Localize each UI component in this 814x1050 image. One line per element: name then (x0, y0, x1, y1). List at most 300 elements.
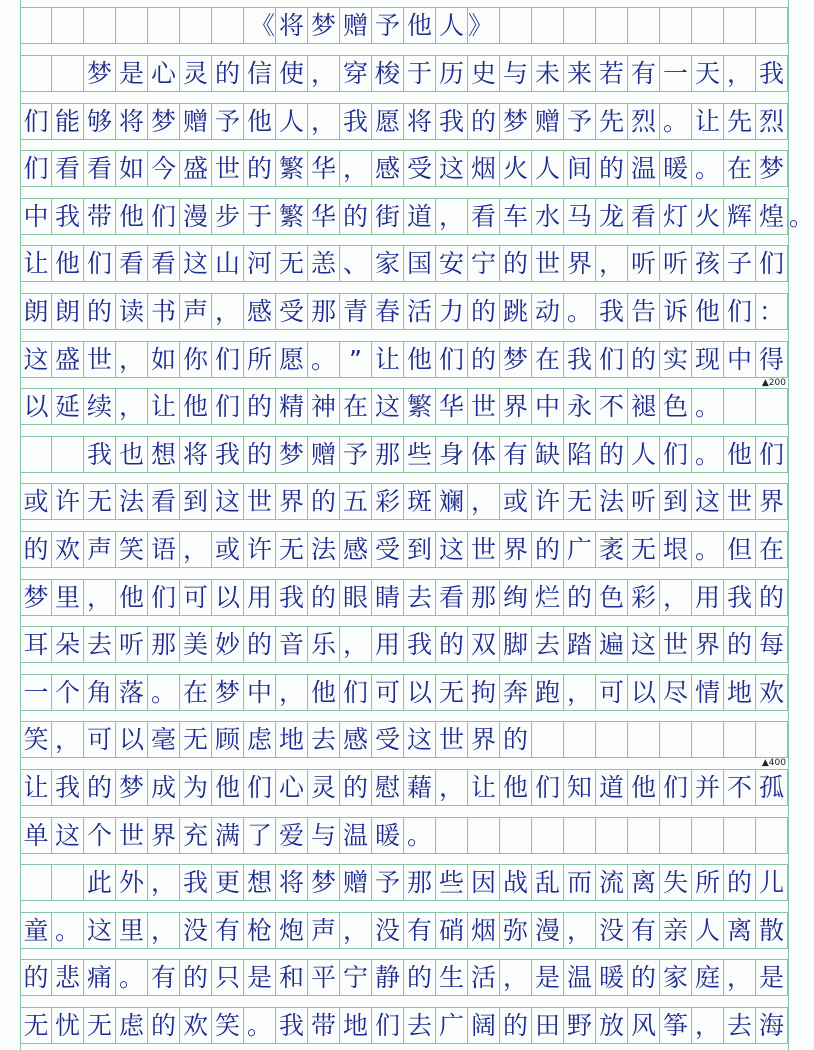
grid-cell-char: ， (436, 199, 468, 234)
grid-cell-char: 遍 (596, 627, 628, 662)
grid-cell-char: 让 (468, 770, 500, 805)
grid-cell-empty (660, 722, 692, 757)
grid-cell-char: 散 (756, 913, 788, 948)
grid-cell-char: 地 (340, 1008, 372, 1043)
grid-cell-char: 虑 (116, 1008, 148, 1043)
grid-cell-char: 梭 (372, 56, 404, 91)
grid-cell-char: 繁 (404, 389, 436, 424)
grid-cell-char: 所 (244, 342, 276, 377)
grid-cell-empty (52, 437, 84, 472)
grid-cell-char: 情 (692, 675, 724, 710)
grid-cell-char: 在 (724, 151, 756, 186)
grid-cell-char: 繁 (276, 151, 308, 186)
grid-cell-char: 马 (564, 199, 596, 234)
grid-cell-empty (20, 56, 52, 91)
grid-cell-char: 繁 (276, 199, 308, 234)
grid-cell-char: 无 (276, 532, 308, 567)
grid-cell-char: 们 (212, 389, 244, 424)
grid-cell-char: 许 (532, 484, 564, 519)
grid-cell-char: 心 (148, 56, 180, 91)
grid-cell-empty (692, 722, 724, 757)
grid-cell-char: 痛 (84, 960, 116, 995)
grid-cell-char: 这 (212, 484, 244, 519)
grid-cell-char: 生 (436, 960, 468, 995)
grid-cell-empty (564, 722, 596, 757)
grid-cell-char: 的 (500, 246, 532, 281)
grid-cell-char: 带 (84, 199, 116, 234)
grid-cell-char: ， (84, 580, 116, 615)
grid-cell-char: 们 (724, 294, 756, 329)
grid-cell-char: 这 (372, 389, 404, 424)
grid-cell-empty (532, 722, 564, 757)
grid-cell-char: 家 (660, 960, 692, 995)
grid-cell-empty (20, 8, 52, 43)
grid-cell-char: 受 (372, 532, 404, 567)
grid-cell-char: 以 (404, 675, 436, 710)
grid-cell-char: 一 (20, 675, 52, 710)
grid-cell-char: 们 (20, 104, 52, 139)
essay-row (20, 912, 788, 949)
grid-cell-char: 的 (628, 960, 660, 995)
grid-cell-char: 有 (212, 913, 244, 948)
grid-cell-char: 华 (308, 151, 340, 186)
grid-cell-char: 踏 (564, 627, 596, 662)
grid-cell-char: 些 (404, 437, 436, 472)
grid-cell-char: 并 (692, 770, 724, 805)
grid-cell-char: 人 (276, 104, 308, 139)
grid-cell-char: 绚 (500, 580, 532, 615)
grid-cell-empty (20, 865, 52, 900)
grid-cell-char: 我 (436, 104, 468, 139)
grid-cell-char: 中 (20, 199, 52, 234)
grid-cell-char: 书 (148, 294, 180, 329)
grid-cell-char: 那 (468, 580, 500, 615)
grid-cell-char: 天 (692, 56, 724, 91)
grid-cell-char: 温 (628, 151, 660, 186)
grid-cell-char: 我 (340, 104, 372, 139)
grid-cell-char: 中 (244, 675, 276, 710)
grid-cell-char: 历 (436, 56, 468, 91)
grid-cell-char: 为 (180, 770, 212, 805)
grid-cell-char: 是 (116, 56, 148, 91)
grid-cell-char: 车 (500, 199, 532, 234)
grid-cell-char: 我 (724, 580, 756, 615)
grid-cell-char: 在 (756, 532, 788, 567)
grid-cell-char: 街 (372, 199, 404, 234)
grid-cell-char: 温 (564, 960, 596, 995)
grid-cell-char: 褪 (628, 389, 660, 424)
grid-cell-char: 的 (756, 580, 788, 615)
grid-cell-empty (212, 8, 244, 43)
grid-cell-char: 的 (724, 627, 756, 662)
grid-cell-char: 不 (724, 770, 756, 805)
grid-cell-char: 我 (180, 865, 212, 900)
grid-cell-char: 法 (116, 484, 148, 519)
grid-cell-char: 烈 (756, 104, 788, 139)
grid-cell-char: ， (276, 675, 308, 710)
grid-cell-char: 予 (372, 8, 404, 43)
grid-cell-char: ， (436, 770, 468, 805)
grid-cell-char: 成 (148, 770, 180, 805)
essay-row (20, 769, 788, 806)
grid-cell-char: 有 (148, 960, 180, 995)
grid-cell-char: 失 (660, 865, 692, 900)
grid-cell-char: 阔 (468, 1008, 500, 1043)
grid-cell-char: 爱 (276, 818, 308, 853)
grid-cell-char: 华 (308, 199, 340, 234)
grid-cell-char: 妙 (212, 627, 244, 662)
grid-cell-char: 界 (148, 818, 180, 853)
grid-cell-char: 水 (532, 199, 564, 234)
grid-cell-char: 笑 (20, 722, 52, 757)
grid-cell-char: 在 (532, 342, 564, 377)
grid-cell-char: 感 (340, 722, 372, 757)
grid-cell-char: 界 (692, 627, 724, 662)
grid-cell-char: 活 (404, 294, 436, 329)
grid-cell-char: 里 (52, 580, 84, 615)
grid-cell-char: 流 (596, 865, 628, 900)
grid-cell-empty (52, 56, 84, 91)
grid-cell-char: 他 (404, 8, 436, 43)
grid-cell-char: 的 (340, 199, 372, 234)
grid-cell-char: ， (148, 865, 180, 900)
grid-cell-char: 声 (180, 294, 212, 329)
grid-cell-char: 离 (628, 865, 660, 900)
grid-cell-char: 世 (468, 532, 500, 567)
grid-cell-char: 地 (724, 675, 756, 710)
grid-cell-char: 那 (308, 294, 340, 329)
grid-cell-char: 慰 (372, 770, 404, 805)
grid-cell-char: 亲 (660, 913, 692, 948)
grid-cell-empty (436, 818, 468, 853)
grid-cell-char: 的 (244, 627, 276, 662)
grid-cell-char: 。 (52, 913, 84, 948)
grid-cell-char: 穿 (340, 56, 372, 91)
grid-cell-char: 先 (724, 104, 756, 139)
grid-cell-char: 无 (84, 484, 116, 519)
grid-cell-char: 们 (660, 770, 692, 805)
grid-cell-char: 暖 (660, 151, 692, 186)
grid-cell-char: 法 (308, 532, 340, 567)
grid-cell-char: 们 (20, 151, 52, 186)
grid-cell-char: 笑 (116, 532, 148, 567)
grid-cell-char: 与 (308, 818, 340, 853)
grid-cell-char: 他 (116, 199, 148, 234)
grid-cell-char: 脚 (500, 627, 532, 662)
grid-cell-char: 步 (212, 199, 244, 234)
grid-cell-char: 无 (84, 1008, 116, 1043)
grid-cell-char: 去 (532, 627, 564, 662)
grid-cell-char: 的 (84, 294, 116, 329)
essay-row (20, 245, 788, 282)
grid-cell-char: 童 (20, 913, 52, 948)
grid-cell-char: 或 (212, 532, 244, 567)
grid-cell-char: 中 (724, 342, 756, 377)
grid-cell-char: 充 (180, 818, 212, 853)
grid-cell-char: 的 (180, 960, 212, 995)
grid-cell-char: 他 (500, 770, 532, 805)
grid-cell-char: 枪 (244, 913, 276, 948)
grid-cell-char: 看 (148, 246, 180, 281)
grid-cell-char: 的 (308, 484, 340, 519)
grid-cell-empty (756, 722, 788, 757)
grid-cell-empty (660, 8, 692, 43)
grid-cell-char: 弥 (500, 913, 532, 948)
grid-cell-char: 予 (564, 104, 596, 139)
grid-cell-char: 悲 (52, 960, 84, 995)
grid-cell-char: 音 (276, 627, 308, 662)
grid-cell-char: 。 (116, 960, 148, 995)
grid-cell-char: 梦 (500, 104, 532, 139)
grid-cell-char: 梦 (20, 580, 52, 615)
grid-cell-char: 够 (84, 104, 116, 139)
grid-cell-char: 将 (276, 865, 308, 900)
grid-cell-char: 世 (244, 484, 276, 519)
grid-cell-char: 子 (724, 246, 756, 281)
grid-cell-char: 们 (148, 199, 180, 234)
grid-cell-char: 赠 (308, 437, 340, 472)
grid-cell-char: 看 (84, 151, 116, 186)
grid-cell-char: 们 (436, 342, 468, 377)
grid-cell-char: 外 (116, 865, 148, 900)
grid-cell-char: 想 (148, 437, 180, 472)
grid-cell-char: 听 (628, 484, 660, 519)
grid-cell-char: 藉 (404, 770, 436, 805)
grid-cell-char: 我 (564, 342, 596, 377)
essay-row (20, 674, 788, 711)
grid-cell-char: 予 (372, 865, 404, 900)
grid-cell-char: 儿 (756, 865, 788, 900)
grid-cell-char: 中 (532, 389, 564, 424)
grid-cell-char: 得 (756, 342, 788, 377)
grid-cell-char: ， (180, 532, 212, 567)
grid-cell-char: 用 (372, 627, 404, 662)
grid-cell-char: 梦 (276, 437, 308, 472)
grid-cell-char: 每 (756, 627, 788, 662)
grid-cell-empty (148, 8, 180, 43)
grid-cell-char: 世 (84, 342, 116, 377)
grid-cell-char: 更 (212, 865, 244, 900)
grid-cell-char: 今 (148, 151, 180, 186)
grid-cell-char: 广 (436, 1008, 468, 1043)
grid-cell-char: 满 (212, 818, 244, 853)
grid-cell-char: 这 (180, 246, 212, 281)
essay-row (20, 817, 788, 854)
grid-cell-char: 用 (692, 580, 724, 615)
grid-cell-char: 这 (52, 818, 84, 853)
grid-cell-char: 的 (564, 580, 596, 615)
grid-cell-char: 让 (148, 389, 180, 424)
grid-cell-char: ， (564, 913, 596, 948)
grid-cell-char: 的 (84, 770, 116, 805)
grid-cell-char: 烈 (628, 104, 660, 139)
essay-row (20, 531, 788, 568)
grid-cell-char: 。 (308, 342, 340, 377)
essay-row (20, 1007, 788, 1044)
grid-cell-char: 无 (276, 246, 308, 281)
essay-row (20, 721, 788, 758)
grid-cell-char: 静 (372, 960, 404, 995)
grid-cell-char: 于 (404, 56, 436, 91)
grid-cell-char: 梦 (148, 104, 180, 139)
grid-cell-char: 但 (724, 532, 756, 567)
grid-cell-char: 续 (84, 389, 116, 424)
grid-cell-char: 宁 (340, 960, 372, 995)
grid-cell-char: 世 (532, 246, 564, 281)
grid-cell-empty (692, 818, 724, 853)
essay-row (20, 959, 788, 996)
grid-cell-char: 感 (340, 532, 372, 567)
grid-cell-char: 受 (276, 294, 308, 329)
grid-cell-char: 的 (468, 342, 500, 377)
grid-cell-char: 带 (308, 1008, 340, 1043)
grid-cell-char: 美 (180, 627, 212, 662)
grid-cell-char: 。 (692, 389, 724, 424)
grid-cell-char: ， (52, 722, 84, 757)
grid-cell-char: 毫 (148, 722, 180, 757)
grid-cell-empty (660, 818, 692, 853)
grid-cell-char: 的 (20, 532, 52, 567)
grid-cell-char: 春 (372, 294, 404, 329)
grid-cell-char: 落 (116, 675, 148, 710)
grid-cell-char: 若 (596, 56, 628, 91)
grid-cell-empty (724, 818, 756, 853)
grid-cell-char: 界 (500, 532, 532, 567)
grid-cell-char: 国 (404, 246, 436, 281)
grid-cell-char: 所 (692, 865, 724, 900)
grid-cell-char: 的 (724, 865, 756, 900)
grid-cell-char: 斑 (404, 484, 436, 519)
grid-cell-char: 神 (308, 389, 340, 424)
grid-cell-char: 让 (20, 770, 52, 805)
grid-cell-char: 去 (308, 722, 340, 757)
grid-cell-char: 的 (244, 437, 276, 472)
grid-cell-char: 。 (692, 437, 724, 472)
grid-cell-char: 这 (628, 627, 660, 662)
grid-cell-char: 愿 (276, 342, 308, 377)
grid-cell-char: 让 (20, 246, 52, 281)
grid-cell-char: 是 (244, 960, 276, 995)
grid-cell-char: 们 (660, 437, 692, 472)
grid-cell-char: 因 (468, 865, 500, 900)
grid-cell-char: ， (340, 627, 372, 662)
grid-cell-char: 我 (596, 294, 628, 329)
grid-cell-char: 梦 (500, 342, 532, 377)
grid-cell-char: 现 (692, 342, 724, 377)
grid-cell-char: 暖 (372, 818, 404, 853)
grid-cell-char: 色 (660, 389, 692, 424)
grid-cell-char: ， (308, 104, 340, 139)
grid-cell-char: ， (468, 484, 500, 519)
grid-cell-char: 的 (404, 960, 436, 995)
grid-cell-char: 彩 (628, 580, 660, 615)
grid-cell-char: 想 (244, 865, 276, 900)
grid-cell-char: 只 (212, 960, 244, 995)
grid-cell-empty (500, 818, 532, 853)
grid-cell-char: 煌 。 (756, 199, 788, 234)
grid-cell-char: 读 (116, 294, 148, 329)
grid-cell-char: 感 (244, 294, 276, 329)
grid-cell-char: 史 (468, 56, 500, 91)
grid-cell-char: 他 (692, 294, 724, 329)
grid-cell-char: 延 (52, 389, 84, 424)
grid-cell-char: 广 (564, 532, 596, 567)
grid-cell-char: 们 (148, 580, 180, 615)
grid-cell-char: 让 (692, 104, 724, 139)
essay-row (20, 103, 788, 140)
essay-row (20, 55, 788, 92)
grid-cell-char: 你 (180, 342, 212, 377)
grid-cell-empty (628, 722, 660, 757)
grid-cell-char: 让 (372, 342, 404, 377)
grid-cell-char: 梦 (756, 151, 788, 186)
grid-cell-char: 们 (84, 246, 116, 281)
grid-cell-char: 们 (756, 437, 788, 472)
grid-cell-char: 袤 (596, 532, 628, 567)
essay-row (20, 150, 788, 187)
grid-cell-char: 烂 (532, 580, 564, 615)
grid-cell-char: ， (340, 151, 372, 186)
grid-cell-char: ， (724, 960, 756, 995)
grid-cell-char: 的 (244, 151, 276, 186)
grid-cell-char: 烟 (468, 151, 500, 186)
grid-cell-char: ， (212, 294, 244, 329)
grid-cell-char: 斓 (436, 484, 468, 519)
grid-cell-char: 平 (308, 960, 340, 995)
grid-cell-empty (724, 722, 756, 757)
word-count-marker: ▲200 (761, 377, 786, 388)
grid-cell-empty (500, 8, 532, 43)
essay-row (20, 388, 788, 425)
grid-cell-char: 先 (596, 104, 628, 139)
grid-cell-empty (52, 8, 84, 43)
grid-cell-char: 忧 (52, 1008, 84, 1043)
grid-cell-char: 告 (628, 294, 660, 329)
grid-cell-char: 的 (340, 770, 372, 805)
grid-cell-char: 恙 (308, 246, 340, 281)
grid-cell-char: 去 (84, 627, 116, 662)
grid-cell-char: 安 (436, 246, 468, 281)
grid-cell-char: 风 (628, 1008, 660, 1043)
grid-cell-char: 和 (276, 960, 308, 995)
grid-cell-char: 他 (116, 580, 148, 615)
grid-cell-char: 灵 (308, 770, 340, 805)
grid-cell-char: 硝 (436, 913, 468, 948)
grid-cell-char: 梦 (84, 56, 116, 91)
essay-row (20, 579, 788, 616)
grid-cell-char: 用 (244, 580, 276, 615)
grid-cell-char: 的 (468, 294, 500, 329)
grid-cell-char: 这 (84, 913, 116, 948)
grid-cell-char: 无 (628, 532, 660, 567)
grid-cell-char: 予 (212, 104, 244, 139)
grid-cell-char: 他 (404, 342, 436, 377)
grid-cell-char: 》 (468, 8, 500, 43)
grid-cell-char: 到 (660, 484, 692, 519)
grid-cell-char: 看 (52, 151, 84, 186)
grid-cell-char: 无 (20, 1008, 52, 1043)
grid-cell-char: 宁 (468, 246, 500, 281)
grid-cell-char: 赠 (532, 104, 564, 139)
grid-cell-char: 彩 (372, 484, 404, 519)
grid-cell-char: 我 (52, 770, 84, 805)
grid-cell-char: 了 (244, 818, 276, 853)
right-margin-line (788, 0, 789, 1050)
grid-cell-char: 们 (756, 246, 788, 281)
grid-cell-char: 不 (596, 389, 628, 424)
grid-cell-char: 精 (276, 389, 308, 424)
grid-cell-char: ， (692, 1008, 724, 1043)
